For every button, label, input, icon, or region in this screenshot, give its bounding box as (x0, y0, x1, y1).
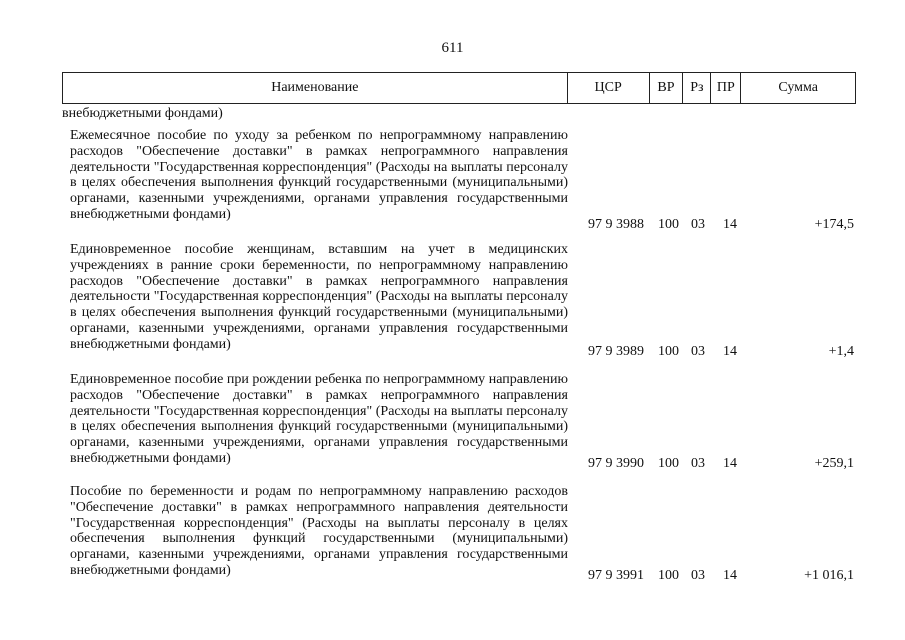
table-row (62, 128, 856, 238)
row-vr: 100 (658, 344, 679, 359)
table-header (62, 72, 856, 104)
continuation-text: внебюджетными фондами) (62, 106, 223, 121)
row-rz: 03 (691, 217, 705, 232)
row-pr: 14 (723, 217, 737, 232)
header-sum: Сумма (778, 80, 818, 95)
row-csr: 97 9 3991 (588, 568, 644, 583)
table-row (62, 372, 856, 477)
row-pr: 14 (723, 456, 737, 471)
table-row (62, 484, 856, 589)
row-name: Единовременное пособие при рождении ребенка по непрограммному направлению расходов "Обеспечение доставки" в рамках непрограммного направления деятельности "Государственная корреспонденция" (Расходы на выплаты персоналу в целях обеспечения выполнения функций государственными (муниципальными) органами, казенными учреждениями, органами управления государственными внебюджетными фондами) (70, 372, 568, 466)
header-rz: Рз (683, 73, 711, 103)
row-pr: 14 (723, 568, 737, 583)
row-vr: 100 (658, 217, 679, 232)
row-name: Единовременное пособие женщинам, вставшим на учет в медицинских учреждениях в ранние сроки беременности, по непрограммному направлению расходов "Обеспечение доставки" в рамках непрограммного направления деятельности "Государственная корреспонденция" (Расходы на выплаты персоналу в целях обеспечения выполнения функций государственными (муниципальными) органами, казенными учреждениями, органами управления государственными внебюджетными фондами) (70, 242, 568, 352)
row-name: Ежемесячное пособие по уходу за ребенком по непрограммному направлению расходов "Обеспечение доставки" в рамках непрограммного направления деятельности "Государственная корреспонденция" (Расходы на выплаты персоналу в целях обеспечения выполнения функций государственными (муниципальными) органами, казенными учреждениями, органами управления государственными внебюджетными фондами) (70, 128, 568, 222)
row-sum: +1 016,1 (804, 568, 854, 583)
row-rz: 03 (691, 456, 705, 471)
row-csr: 97 9 3990 (588, 456, 644, 471)
page-number: 611 (441, 40, 464, 56)
row-pr: 14 (723, 344, 737, 359)
row-rz: 03 (691, 344, 705, 359)
row-vr: 100 (658, 568, 679, 583)
row-csr: 97 9 3989 (588, 344, 644, 359)
row-sum: +259,1 (814, 456, 854, 471)
header-vr: ВР (650, 73, 684, 103)
row-sum: +174,5 (814, 217, 854, 232)
header-csr: ЦСР (568, 73, 650, 103)
header-name: Наименование (63, 73, 568, 103)
row-name: Пособие по беременности и родам по непрограммному направлению расходов "Обеспечение доставки" в рамках непрограммного направления деятельности "Государственная корреспонденция" (Расходы на выплаты персоналу в целях обеспечения выполнения функций государственными (муниципальными) органами, казенными учреждениями, органами управления государственными внебюджетными фондами) (70, 484, 568, 578)
row-vr: 100 (658, 456, 679, 471)
row-csr: 97 9 3988 (588, 217, 644, 232)
row-sum: +1,4 (828, 344, 854, 359)
table-row (62, 242, 856, 367)
header-pr: ПР (711, 73, 741, 103)
row-rz: 03 (691, 568, 705, 583)
